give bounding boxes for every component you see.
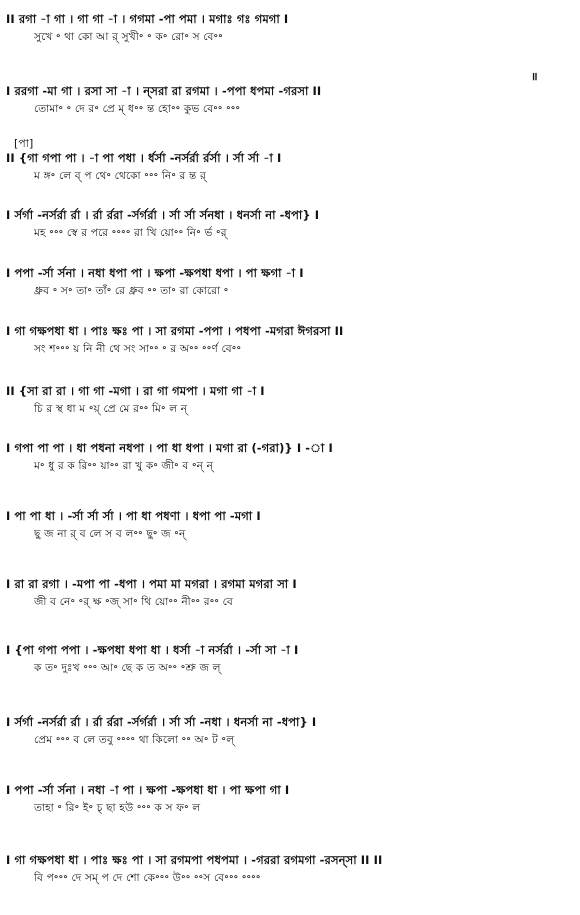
notation-line-14 [6,853,574,893]
notation-line-5 [6,266,574,306]
swara-line: I পা পা ধা । -র্সা র্সা র্সা । পা ধা পধণা । ধপা পা -মগা I [6,509,261,523]
lyric-line: ম॰ ধু র ক রি॰॰ য়া॰॰ রা খু ক॰ জী॰ ব ॰ন্ ন্ [34,460,214,472]
lyric-line: ক ত॰ দুঃখ ॰॰॰ আ॰ ছে ক ত অ॰॰ ॰শ্রু জ ল্ [34,662,221,674]
swara-line: I পপা -র্সা র্সনা । নধা -া পা । ক্ষপা -ক্ষপধা ধা । পা ক্ষপা গা I [6,783,290,797]
notation-line-9 [6,509,574,549]
lyric-line: সং শ॰॰॰ য় নি নী থে সং সা॰॰ ॰ র অ॰॰ ॰॰র্ণ বে॰॰ [34,343,242,355]
notation-line-3 [6,151,574,191]
swara-line: I ররগা -মা গা । রসা সা -া । ন্‌সরা রা রগমা । -পপা ধপমা -গরসা II [6,84,322,98]
lyric-line: ম ঙ্গ॰ লে ব্ প থে॰ থেকো ॰॰॰ নি॰ র ন্ত র্ [34,170,206,182]
notation-line-1 [6,12,574,52]
swara-line: I পপা -র্সা র্সনা । নধা ধপা পা । ক্ষপা -ক্ষপধা ধপা । পা ক্ষগা -া I [6,266,304,280]
swara-line: II {সা রা রা । গা গা -মগা । রা গা গমপা । মগা গা -া I [6,384,265,398]
double-bar-mark: ॥ [531,70,538,83]
swara-line: I {পা গপা পপা । -ক্ষপধা ধপা ধা । ধর্সা -া নর্সর্রা । -র্সা সা -া I [6,643,299,657]
lyric-line: মহ ॰॰॰ স্বে র প‍রে ॰॰॰॰ রা খি য়ো॰॰ নি॰ র্ভ ॰র্ [34,227,227,239]
bracket-pa-mark: [পা] [14,137,34,150]
notation-line-8 [6,441,574,481]
lyric-line: প্রেম ॰॰॰ ব লে তবু ॰॰॰॰ থা কিলো ॰॰ অ॰ ট ॰ল্ [34,734,235,746]
lyric-line: জী ব নে॰ ॰র্ ক্ষ ॰জ্ সা॰ থি য়ো॰॰ নী॰॰ র॰॰ বে [34,596,233,608]
notation-line-7 [6,384,574,424]
lyric-line: তাহা ॰ রি॰ ই॰ চ্ ছা হউ ॰॰॰ ক স ফ॰ ল [34,802,201,814]
lyric-line: ধ্রুব ॰ স॰ তা॰ তাঁ॰ রে ধ্রুব ॰॰ তা॰ রা কোরো ॰ [34,285,229,297]
notation-line-10 [6,577,574,617]
lyric-line: তোমা॰ ॰ দে র॰ প্রে ম্ ধ॰॰ ন্ত হো॰॰ কুভ বে॰॰ ॰॰॰ [34,103,241,115]
notation-line-12 [6,715,574,755]
swara-line: II {গা গপা পা । -া পা পধা । র্ধর্সা -নর্সর্রা র্রর্সা । র্সা র্সা -া I [6,151,282,165]
swara-line: I গপা পা পা । ধা পধনা নধপা । পা ধা ধপা । মগা রা (-গরা)} I -া I [6,441,333,455]
notation-line-13 [6,783,574,823]
swara-line: I গা গক্ষপধা ধা । পাঃ ক্ষঃ পা । সা রগমপা পধপমা । -গররা রগমগা -রসন্‌সা II II [6,853,383,867]
swara-line: I র্সর্গা -নর্সর্রা র্রা । র্রা র্ররা -র্সর্গর্রা । র্সা র্সা র্সনধা । ধনর্সা না -ধপা} I [6,208,320,222]
swara-line: I রা রা রগা । -মপা পা -ধপা । পমা মা মগরা । রগমা মগরা সা I [6,577,297,591]
notation-line-11 [6,643,574,683]
swara-line: II রগা -া গা । গা গা -া । গগমা -পা পমা । মগাঃ গঃ গমগা I [6,12,289,26]
notation-line-2 [6,84,574,124]
swara-line: I র্সর্গা -নর্সর্রা র্রা । র্রা র্ররা -র্সর্গর্রা । র্সা র্সা -নধা । ধনর্সা না -ধপা} I [6,715,317,729]
notation-line-4 [6,208,574,248]
notation-line-6 [6,324,574,364]
lyric-line: সুখে ॰ থা কো আ র্ সুখী॰ ॰ ক॰ রো॰ স বে॰॰ [34,31,223,43]
swara-line: I গা গক্ষপধা ধা । পাঃ ক্ষঃ পা । সা রগমা -পপা । পধপা -মগরা ঈগরসা II [6,324,344,338]
lyric-line: ছু জ না র্ ব লে স ব ল॰॰ ছু॰ জ ॰ন্ [34,528,186,540]
lyric-line: চি র স্থ ধা ম ॰য়্ প্রে মে র॰॰ মি॰ ল ন্ [34,403,188,415]
lyric-line: বি প॰॰॰ দে সম্ প দে শো কে॰॰॰ উ॰॰ ॰॰স বে॰॰॰ ॰॰॰॰ [34,872,261,884]
